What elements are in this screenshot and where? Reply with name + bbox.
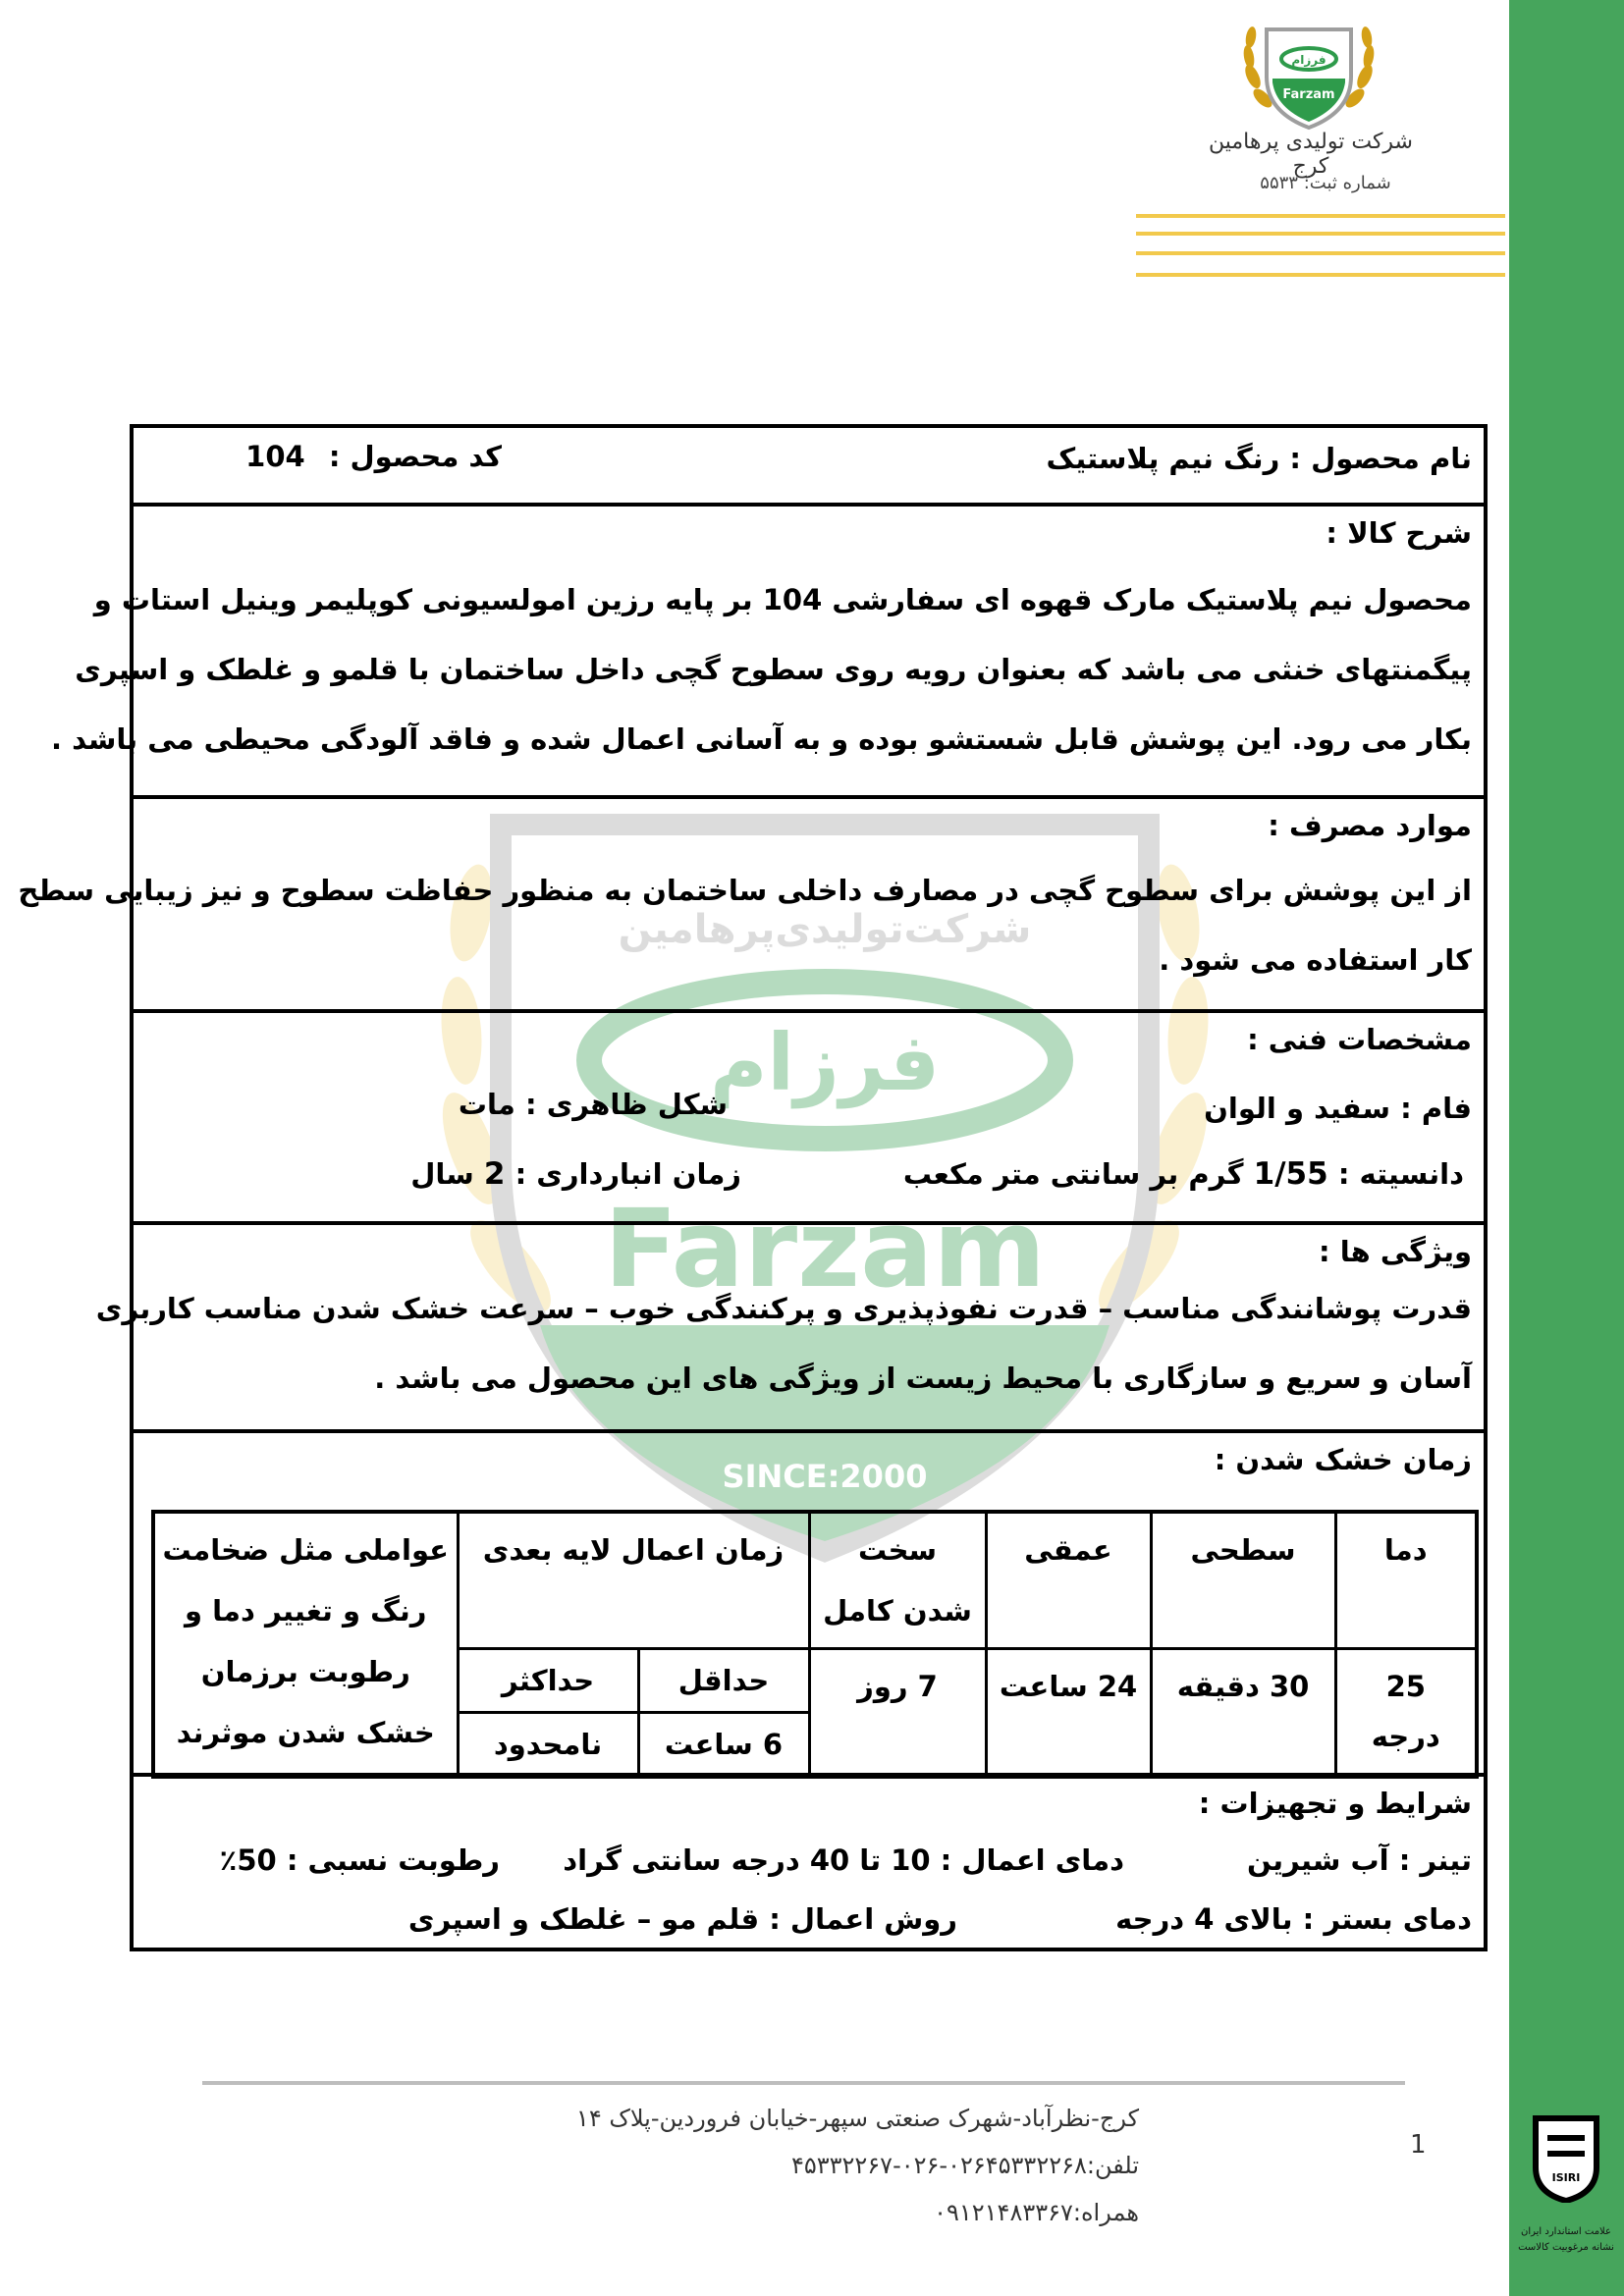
storage-label: زمان انبارداری : bbox=[514, 1157, 741, 1191]
usage-section bbox=[18, 799, 1484, 1013]
header-stripe-2 bbox=[1136, 232, 1505, 236]
appearance-field bbox=[459, 1088, 728, 1121]
application-temp-label: دمای اعمال : bbox=[940, 1843, 1124, 1877]
thinner-label: تینر : bbox=[1398, 1843, 1472, 1877]
factors-line: خشک شدن موثرند bbox=[176, 1716, 435, 1749]
header-surface: سطحی bbox=[1151, 1512, 1335, 1649]
factors-note bbox=[153, 1512, 458, 1777]
header-full-hard bbox=[809, 1512, 986, 1649]
features-line: آسان و سریع و سازگاری با محیط زیست از ویژگی های این محصول می باشد . bbox=[374, 1362, 1472, 1395]
density-unit: گرم بر سانتی متر مکعب bbox=[902, 1157, 1244, 1191]
header-deep: عمقی bbox=[986, 1512, 1151, 1649]
side-green-bar bbox=[1509, 0, 1624, 2296]
density-field bbox=[903, 1156, 1464, 1192]
application-method-field bbox=[408, 1902, 957, 1936]
density-label: دانسیته : bbox=[1337, 1157, 1464, 1191]
features-section bbox=[95, 1225, 1484, 1433]
drying-title: زمان خشک شدن : bbox=[1214, 1443, 1472, 1476]
product-spec-box bbox=[18, 424, 1488, 1951]
header-stripe-1 bbox=[1136, 214, 1505, 218]
header-recoat: زمان اعمال لایه بعدی bbox=[458, 1512, 809, 1649]
registration-value: ۵۵۳۳ bbox=[1260, 173, 1298, 193]
technical-title: مشخصات فنی : bbox=[1247, 1023, 1472, 1056]
product-code bbox=[245, 440, 502, 473]
description-line: بکار می رود. این پوشش قابل شستشو بوده و به آسانی اعمال شده و فاقد آلودگی محیطی می باشد . bbox=[51, 722, 1472, 756]
features-text bbox=[95, 1274, 1472, 1414]
description-text bbox=[51, 565, 1472, 774]
value-temp bbox=[1335, 1649, 1477, 1778]
application-temp-value: 10 تا 40 درجه سانتی گراد bbox=[563, 1843, 931, 1877]
header-min: حداقل bbox=[638, 1649, 809, 1713]
color-field bbox=[1204, 1092, 1472, 1125]
watermark-brand-fa: فرزام bbox=[709, 1017, 941, 1108]
technical-section bbox=[134, 1013, 1484, 1225]
usage-title: موارد مصرف : bbox=[1268, 809, 1472, 842]
footer-phone: تلفن:۰۲۶۴۵۳۳۲۲۶۸-۰۲۶-۴۵۳۳۲۲۶۷ bbox=[790, 2152, 1139, 2179]
product-name-label: نام محصول : bbox=[1289, 442, 1472, 475]
page-number: 1 bbox=[1410, 2130, 1427, 2160]
description-line: محصول نیم پلاستیک مارک قهوه ای سفارشی 104 بر پایه رزین امولسیونی کوپلیمر وینیل استات و bbox=[93, 583, 1472, 616]
product-name-value: رنگ نیم پلاستیک bbox=[1046, 442, 1280, 475]
factors-line: رنگ و تغییر دما و bbox=[185, 1594, 427, 1628]
features-title: ویژگی ها : bbox=[1319, 1235, 1472, 1268]
humidity-field bbox=[220, 1843, 500, 1877]
logo-text-fa: فرزام bbox=[1291, 53, 1326, 67]
application-method-label: روش اعمال : bbox=[769, 1902, 957, 1936]
product-header-section bbox=[134, 428, 1484, 507]
value-surface: 30 دقیقه bbox=[1151, 1649, 1335, 1778]
header-stripe-4 bbox=[1136, 273, 1505, 277]
product-code-value: 104 bbox=[245, 440, 305, 473]
value-deep: 24 ساعت bbox=[986, 1649, 1151, 1778]
factors-line: رطوبت برزمان bbox=[200, 1655, 410, 1688]
description-line: پیگمنتهای خنثی می باشد که بعنوان رویه روی سطوح گچی داخل ساختمان با قلمو و غلطک و اسپری bbox=[75, 653, 1472, 686]
product-name bbox=[1047, 442, 1472, 475]
watermark-since: SINCE:2000 bbox=[722, 1458, 928, 1495]
header-stripe-3 bbox=[1136, 251, 1505, 255]
value-temp-line: 25 bbox=[1385, 1670, 1426, 1703]
storage-value: 2 bbox=[483, 1156, 506, 1192]
application-method-value: قلم مو – غلطک و اسپری bbox=[407, 1902, 760, 1936]
header-full-hard-line: سخت bbox=[857, 1533, 938, 1567]
thinner-value: آب شیرین bbox=[1247, 1843, 1389, 1877]
table-row bbox=[153, 1512, 1477, 1649]
usage-line: کار استفاده می شود . bbox=[1159, 943, 1472, 977]
humidity-value: 50٪ bbox=[219, 1843, 277, 1877]
description-section bbox=[51, 507, 1484, 799]
features-line: قدرت پوشانندگی مناسب – قدرت نفوذپذیری و پرکنندگی خوب – سرعت خشک شدن مناسب کاربری bbox=[95, 1292, 1472, 1325]
usage-line: از این پوشش برای سطوح گچی در مصارف داخلی ساختمان به منظور حفاظت سطوح و نیز زیبایی سطح bbox=[18, 874, 1472, 907]
description-title: شرح کالا : bbox=[1326, 516, 1472, 550]
color-label: فام : bbox=[1400, 1092, 1472, 1125]
farzam-logo-icon bbox=[1239, 18, 1379, 133]
conditions-title: شرایط و تجهیزات : bbox=[1198, 1787, 1472, 1820]
footer-mobile: همراه:۰۹۱۲۱۴۸۳۳۶۷ bbox=[934, 2199, 1139, 2226]
substrate-temp-field bbox=[1115, 1902, 1472, 1936]
substrate-temp-label: دمای بستر : bbox=[1302, 1902, 1472, 1936]
drying-section bbox=[134, 1433, 1484, 1777]
header-temp: دما bbox=[1335, 1512, 1477, 1649]
logo-text-en: Farzam bbox=[1282, 87, 1335, 102]
standard-caption-line: علامت استاندارد ایران bbox=[1521, 2226, 1611, 2237]
drying-table bbox=[151, 1510, 1479, 1779]
header-full-hard-line: شدن کامل bbox=[823, 1594, 972, 1628]
company-name: شرکت تولیدی پرهامین کرج bbox=[1209, 130, 1413, 179]
value-recoat-min: 6 ساعت bbox=[638, 1713, 809, 1778]
header-max: حداکثر bbox=[458, 1649, 638, 1713]
conditions-section bbox=[134, 1777, 1484, 1948]
watermark-company: شرکت‌تولیدی‌پرهامین bbox=[618, 907, 1032, 952]
std-logo-text: ISIRI bbox=[1551, 2171, 1581, 2184]
standard-caption bbox=[1517, 2224, 1615, 2256]
storage-unit: سال bbox=[410, 1157, 474, 1191]
appearance-value: مات bbox=[458, 1088, 515, 1121]
product-code-label: کد محصول : bbox=[328, 440, 502, 473]
density-value: 1/55 bbox=[1253, 1156, 1328, 1192]
iran-standard-icon bbox=[1528, 2109, 1604, 2203]
substrate-temp-value: بالای 4 درجه bbox=[1115, 1902, 1293, 1936]
color-value: سفید و الوان bbox=[1204, 1092, 1391, 1125]
value-temp-line: درجه bbox=[1371, 1720, 1440, 1753]
appearance-label: شکل ظاهری : bbox=[525, 1088, 728, 1121]
standard-caption-line: نشانه مرغوبیت کالاست bbox=[1518, 2242, 1614, 2253]
registration-label: شماره ثبت: bbox=[1303, 173, 1391, 193]
watermark-brand-en: Farzam bbox=[603, 1186, 1047, 1311]
footer-address: کرج-نظرآباد-شهرک صنعتی سپهر-خیابان فروردین-پلاک ۱۴ bbox=[575, 2105, 1139, 2132]
value-full-hard: 7 روز bbox=[809, 1649, 986, 1778]
storage-field bbox=[410, 1156, 741, 1192]
thinner-field bbox=[1247, 1843, 1472, 1877]
registration-number bbox=[1218, 173, 1434, 193]
footer-divider bbox=[202, 2081, 1405, 2085]
humidity-label: رطوبت نسبی : bbox=[286, 1843, 500, 1877]
usage-text bbox=[18, 856, 1472, 995]
value-recoat-max: نامحدود bbox=[458, 1713, 638, 1778]
application-temp-field bbox=[563, 1843, 1124, 1877]
factors-line: عواملی مثل ضخامت bbox=[162, 1533, 449, 1567]
